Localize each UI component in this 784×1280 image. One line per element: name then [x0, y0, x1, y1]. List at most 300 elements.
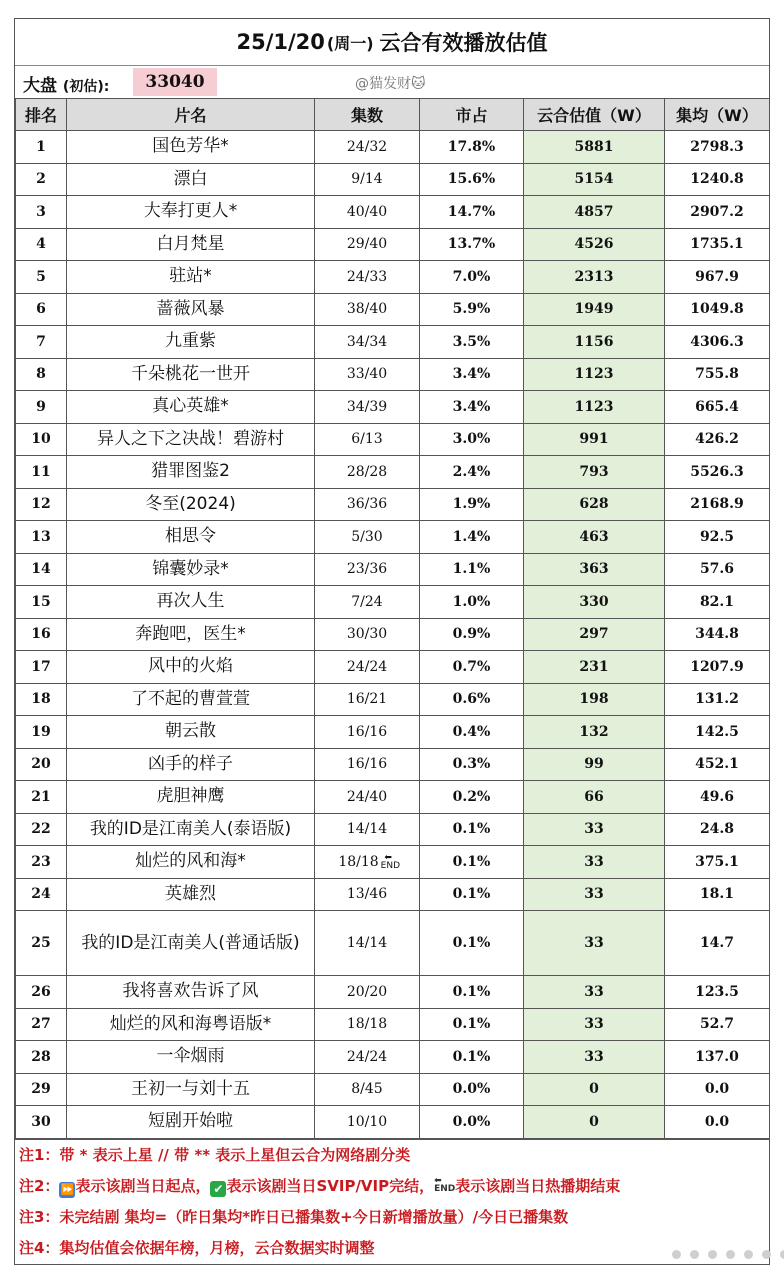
- cell-estimate: [524, 553, 665, 586]
- episodes-text: 24/33: [346, 268, 388, 285]
- cell-estimate: [524, 196, 665, 229]
- per-episode-text: 57.6: [699, 561, 735, 578]
- per-episode-text: 18.1: [699, 886, 735, 903]
- cell-episodes: [315, 1041, 420, 1074]
- cell-estimate: [524, 683, 665, 716]
- name-text: 真心英雄*: [152, 396, 229, 417]
- share-text: 0.1%: [452, 853, 491, 870]
- cell-rank: [16, 293, 67, 326]
- rank-text: 1: [36, 138, 46, 155]
- cell-episodes: [315, 748, 420, 781]
- estimate-text: 1949: [574, 301, 614, 318]
- cell-rank: [16, 326, 67, 359]
- watermark: @猫发财🐱: [355, 76, 426, 92]
- cell-rank: [16, 423, 67, 456]
- estimate-text: 5881: [574, 138, 614, 155]
- cell-per-episode: [665, 358, 770, 391]
- estimate-text: 66: [584, 788, 604, 805]
- cell-per-episode: [665, 586, 770, 619]
- cell-rank: [16, 456, 67, 489]
- episodes-text: 24/32: [346, 138, 388, 155]
- cell-estimate: [524, 651, 665, 684]
- table-header-row: [16, 99, 770, 131]
- dot: [780, 1250, 784, 1259]
- cell-rank: [16, 683, 67, 716]
- cell-per-episode: [665, 1073, 770, 1106]
- table-row: [16, 488, 770, 521]
- cell-estimate: [524, 521, 665, 554]
- cell-rank: [16, 358, 67, 391]
- cell-per-episode: [665, 391, 770, 424]
- per-episode-text: 82.1: [699, 593, 735, 610]
- per-episode-text: 2798.3: [690, 138, 744, 155]
- per-episode-text: 142.5: [695, 723, 739, 740]
- cell-per-episode: [665, 456, 770, 489]
- rank-text: 11: [31, 463, 51, 480]
- rank-text: 26: [31, 983, 51, 1000]
- rank-text: 24: [31, 886, 51, 903]
- cell-episodes: [315, 1073, 420, 1106]
- cell-episodes: [315, 1008, 420, 1041]
- per-episode-text: 1049.8: [690, 301, 744, 318]
- cell-share: [420, 846, 524, 879]
- ranking-table: [15, 98, 770, 1139]
- estimate-text: 132: [579, 723, 609, 740]
- cell-per-episode: [665, 553, 770, 586]
- cell-per-episode: [665, 196, 770, 229]
- cell-episodes: [315, 716, 420, 749]
- rank-text: 21: [31, 788, 51, 805]
- check-icon: ✔: [210, 1181, 226, 1197]
- rank-text: 29: [31, 1081, 51, 1098]
- cell-rank: [16, 651, 67, 684]
- cell-share: [420, 976, 524, 1009]
- share-text: 1.0%: [452, 593, 491, 610]
- cell-name: [67, 683, 315, 716]
- cell-per-episode: [665, 878, 770, 911]
- episodes-text: 16/16: [346, 756, 388, 773]
- per-episode-text: 92.5: [699, 528, 735, 545]
- name-text: 再次人生: [156, 591, 225, 612]
- header-per-episode: 集均（W）: [665, 99, 770, 131]
- cell-estimate: [524, 456, 665, 489]
- table-row: [16, 1106, 770, 1139]
- rank-text: 28: [31, 1048, 51, 1065]
- cell-per-episode: [665, 163, 770, 196]
- per-episode-text: 1207.9: [690, 658, 744, 675]
- cell-name: [67, 131, 315, 164]
- episodes-text: 23/36: [346, 561, 388, 578]
- cell-rank: [16, 878, 67, 911]
- episodes-text: 16/16: [346, 723, 388, 740]
- name-text: 国色芳华*: [152, 136, 229, 157]
- cell-episodes: [315, 878, 420, 911]
- header-share: 市占: [420, 99, 524, 131]
- cell-episodes: [315, 846, 420, 879]
- cell-rank: [16, 1041, 67, 1074]
- table-row: [16, 1073, 770, 1106]
- cell-name: [67, 228, 315, 261]
- cell-per-episode: [665, 423, 770, 456]
- cell-per-episode: [665, 846, 770, 879]
- table-row: [16, 781, 770, 814]
- name-text: 白月梵星: [156, 233, 225, 254]
- cell-episodes: [315, 196, 420, 229]
- cell-episodes: [315, 358, 420, 391]
- episodes-text: 34/39: [346, 398, 388, 415]
- cell-rank: [16, 1008, 67, 1041]
- rank-sheet: [14, 18, 770, 1265]
- per-episode-text: 1240.8: [690, 171, 744, 188]
- estimate-text: 1123: [574, 366, 614, 383]
- per-episode-text: 14.7: [699, 935, 735, 951]
- rank-text: 3: [36, 203, 46, 220]
- episodes-text: 7/24: [351, 593, 383, 610]
- table-row: [16, 748, 770, 781]
- table-row: [16, 911, 770, 976]
- rank-text: 27: [31, 1016, 51, 1033]
- cell-share: [420, 196, 524, 229]
- cell-estimate: [524, 716, 665, 749]
- cell-estimate: [524, 163, 665, 196]
- cell-share: [420, 878, 524, 911]
- name-text: 相思令: [165, 526, 216, 547]
- name-text: 驻站*: [169, 266, 212, 287]
- cell-estimate: [524, 618, 665, 651]
- share-text: 3.0%: [452, 431, 491, 448]
- cell-share: [420, 1106, 524, 1139]
- per-episode-text: 2907.2: [690, 203, 744, 220]
- fast-forward-icon: ⏩: [60, 1182, 75, 1196]
- cell-rank: [16, 813, 67, 846]
- share-text: 13.7%: [447, 236, 496, 253]
- cell-share: [420, 813, 524, 846]
- name-text: 我的ID是江南美人(普通话版): [81, 932, 300, 953]
- cell-episodes: [315, 261, 420, 294]
- per-episode-text: 0.0: [704, 1113, 730, 1130]
- cell-estimate: [524, 488, 665, 521]
- cell-per-episode: [665, 326, 770, 359]
- table-row: [16, 391, 770, 424]
- estimate-text: 33: [584, 1048, 604, 1065]
- estimate-text: 33: [584, 935, 604, 951]
- cell-name: [67, 846, 315, 879]
- cell-rank: [16, 391, 67, 424]
- name-text: 我将喜欢告诉了风: [122, 981, 259, 1002]
- estimate-text: 0: [589, 1081, 599, 1098]
- per-episode-text: 1735.1: [690, 236, 744, 253]
- estimate-text: 991: [579, 431, 609, 448]
- episodes-text: 29/40: [346, 236, 388, 253]
- header-rank: 排名: [16, 99, 67, 131]
- cell-rank: [16, 1106, 67, 1139]
- estimate-text: 4857: [574, 203, 614, 220]
- per-episode-text: 24.8: [699, 821, 735, 838]
- cell-episodes: [315, 163, 420, 196]
- cell-estimate: [524, 878, 665, 911]
- cell-episodes: [315, 586, 420, 619]
- cell-name: [67, 1073, 315, 1106]
- episodes-text: 34/34: [346, 333, 388, 350]
- cell-episodes: [315, 813, 420, 846]
- share-text: 1.1%: [452, 561, 491, 578]
- cell-estimate: [524, 1073, 665, 1106]
- episodes-text: 18/18: [338, 853, 379, 870]
- market-label-note: (初估):: [62, 79, 110, 95]
- cell-per-episode: [665, 1041, 770, 1074]
- cell-rank: [16, 846, 67, 879]
- estimate-text: 363: [579, 561, 609, 578]
- per-episode-text: 123.5: [695, 983, 739, 1000]
- name-text: 蔷薇风暴: [156, 298, 225, 319]
- title-weekday: (周一): [326, 33, 374, 53]
- cell-rank: [16, 618, 67, 651]
- rank-text: 7: [36, 333, 46, 350]
- cell-estimate: [524, 358, 665, 391]
- rank-text: 13: [31, 528, 51, 545]
- cell-name: [67, 813, 315, 846]
- cell-share: [420, 521, 524, 554]
- per-episode-text: 426.2: [695, 431, 739, 448]
- estimate-text: 33: [584, 821, 604, 838]
- cell-share: [420, 911, 524, 976]
- cell-episodes: [315, 293, 420, 326]
- cell-estimate: [524, 1106, 665, 1139]
- cell-estimate: [524, 846, 665, 879]
- cell-episodes: [315, 781, 420, 814]
- cell-episodes: [315, 976, 420, 1009]
- estimate-text: 231: [579, 658, 609, 675]
- market-label: [23, 71, 109, 96]
- episodes-text: 40/40: [346, 203, 388, 220]
- cell-episodes: [315, 651, 420, 684]
- name-text: 短剧开始啦: [148, 1111, 233, 1132]
- cell-estimate: [524, 1008, 665, 1041]
- cell-per-episode: [665, 781, 770, 814]
- note-2-prefix: 注2：: [19, 1176, 60, 1195]
- episodes-text: 5/30: [351, 528, 383, 545]
- rank-text: 15: [31, 593, 51, 610]
- table-row: [16, 1041, 770, 1074]
- cell-per-episode: [665, 488, 770, 521]
- cell-per-episode: [665, 911, 770, 976]
- episodes-text: 9/14: [351, 171, 383, 188]
- cell-name: [67, 358, 315, 391]
- per-episode-text: 375.1: [695, 853, 739, 870]
- table-row: [16, 651, 770, 684]
- name-text: 凶手的样子: [148, 753, 233, 774]
- rank-text: 16: [31, 626, 51, 643]
- rank-text: 19: [31, 723, 51, 740]
- rank-text: 30: [31, 1113, 51, 1130]
- name-text: 大奉打更人*: [143, 201, 238, 222]
- cell-per-episode: [665, 293, 770, 326]
- dot: [708, 1250, 717, 1259]
- name-text: 异人之下之决战！碧游村: [97, 428, 284, 449]
- name-text: 漂白: [173, 168, 208, 189]
- cell-name: [67, 456, 315, 489]
- share-text: 7.0%: [452, 268, 491, 285]
- cell-name: [67, 391, 315, 424]
- end-arrow-icon: ⬅ END: [434, 1175, 456, 1194]
- estimate-text: 33: [584, 983, 604, 1000]
- cell-share: [420, 748, 524, 781]
- table-row: [16, 683, 770, 716]
- share-text: 0.0%: [452, 1113, 491, 1130]
- cell-episodes: [315, 391, 420, 424]
- per-episode-text: 0.0: [704, 1081, 730, 1098]
- cell-estimate: [524, 228, 665, 261]
- rank-text: 25: [31, 935, 51, 951]
- name-text: 了不起的曹萱萱: [131, 688, 250, 709]
- share-text: 0.2%: [452, 788, 491, 805]
- episodes-text: 33/40: [346, 366, 388, 383]
- name-text: 九重紫: [165, 331, 216, 352]
- cell-episodes: [315, 1106, 420, 1139]
- share-text: 0.0%: [452, 1081, 491, 1098]
- estimate-text: 793: [579, 463, 609, 480]
- share-text: 0.9%: [452, 626, 491, 643]
- cell-share: [420, 261, 524, 294]
- estimate-text: 297: [579, 626, 609, 643]
- cell-share: [420, 716, 524, 749]
- page-title: [15, 19, 769, 65]
- dot: [744, 1250, 753, 1259]
- cell-episodes: [315, 488, 420, 521]
- per-episode-text: 5526.3: [690, 463, 744, 480]
- cell-share: [420, 553, 524, 586]
- rank-text: 17: [31, 658, 51, 675]
- name-text: 千朵桃花一世开: [131, 363, 250, 384]
- share-text: 3.4%: [452, 398, 491, 415]
- cell-rank: [16, 781, 67, 814]
- cell-estimate: [524, 131, 665, 164]
- rank-text: 6: [36, 301, 46, 318]
- per-episode-text: 344.8: [695, 626, 739, 643]
- cell-name: [67, 423, 315, 456]
- name-text: 虎胆神鹰: [156, 786, 225, 807]
- cell-share: [420, 423, 524, 456]
- dot: [726, 1250, 735, 1259]
- cell-episodes: [315, 423, 420, 456]
- header-estimate: 云合估值（W）: [524, 99, 665, 131]
- per-episode-text: 4306.3: [690, 333, 744, 350]
- share-text: 0.1%: [452, 886, 491, 903]
- cell-share: [420, 293, 524, 326]
- share-text: 3.4%: [452, 366, 491, 383]
- dot: [672, 1250, 681, 1259]
- cell-share: [420, 781, 524, 814]
- cell-estimate: [524, 391, 665, 424]
- cell-share: [420, 1041, 524, 1074]
- cell-name: [67, 196, 315, 229]
- per-episode-text: 665.4: [695, 398, 739, 415]
- table-row: [16, 521, 770, 554]
- note-4: 注4：集均估值会依据年榜，月榜，云合数据实时调整: [19, 1238, 375, 1257]
- per-episode-text: 49.6: [699, 788, 735, 805]
- cell-name: [67, 586, 315, 619]
- share-text: 0.3%: [452, 756, 491, 773]
- cell-episodes: [315, 326, 420, 359]
- name-text: 风中的火焰: [148, 656, 233, 677]
- cell-rank: [16, 1073, 67, 1106]
- share-text: 0.1%: [452, 821, 491, 838]
- cell-per-episode: [665, 683, 770, 716]
- estimate-text: 330: [579, 593, 609, 610]
- cell-rank: [16, 716, 67, 749]
- cell-share: [420, 228, 524, 261]
- cell-share: [420, 163, 524, 196]
- per-episode-text: 131.2: [695, 691, 739, 708]
- cell-name: [67, 651, 315, 684]
- market-row: [15, 65, 769, 98]
- cell-estimate: [524, 326, 665, 359]
- table-row: [16, 846, 770, 879]
- estimate-text: 463: [579, 528, 609, 545]
- share-text: 0.1%: [452, 935, 491, 951]
- cell-rank: [16, 196, 67, 229]
- table-row: [16, 423, 770, 456]
- name-text: 冬至(2024): [145, 493, 236, 514]
- table-row: [16, 196, 770, 229]
- cell-rank: [16, 748, 67, 781]
- estimate-text: 33: [584, 1016, 604, 1033]
- cell-share: [420, 358, 524, 391]
- episodes-text: 20/20: [346, 983, 388, 1000]
- name-text: 朝云散: [165, 721, 216, 742]
- cell-episodes: [315, 228, 420, 261]
- name-text: 灿烂的风和海*: [135, 851, 246, 872]
- share-text: 0.7%: [452, 658, 491, 675]
- name-text: 我的ID是江南美人(泰语版): [89, 818, 292, 839]
- cell-rank: [16, 553, 67, 586]
- cell-estimate: [524, 423, 665, 456]
- table-row: [16, 326, 770, 359]
- cell-name: [67, 911, 315, 976]
- table-row: [16, 131, 770, 164]
- cell-per-episode: [665, 651, 770, 684]
- cell-per-episode: [665, 228, 770, 261]
- note-3: 注3：未完结剧 集均=（昨日集均*昨日已播集数+今日新增播放量）/今日已播集数: [19, 1207, 569, 1226]
- cell-per-episode: [665, 618, 770, 651]
- cell-share: [420, 651, 524, 684]
- cell-estimate: [524, 976, 665, 1009]
- episodes-text: 24/24: [346, 658, 388, 675]
- cell-estimate: [524, 911, 665, 976]
- episodes-text: 14/14: [346, 821, 388, 838]
- name-text: 英雄烈: [165, 883, 216, 904]
- share-text: 2.4%: [452, 463, 491, 480]
- cell-name: [67, 488, 315, 521]
- cell-name: [67, 976, 315, 1009]
- header-episodes: 集数: [315, 99, 420, 131]
- note-2-c: 表示该剧当日热播期结束: [455, 1176, 621, 1195]
- cell-name: [67, 326, 315, 359]
- cell-name: [67, 1008, 315, 1041]
- rank-text: 10: [31, 431, 51, 448]
- table-row: [16, 293, 770, 326]
- rank-text: 18: [31, 691, 51, 708]
- cell-name: [67, 261, 315, 294]
- note-2-a: 表示该剧当日起点，: [75, 1176, 211, 1195]
- note-2: [19, 1171, 769, 1202]
- estimate-text: 99: [584, 756, 604, 773]
- share-text: 3.5%: [452, 333, 491, 350]
- cell-name: [67, 1106, 315, 1139]
- rank-text: 22: [31, 821, 51, 838]
- episodes-text: 6/13: [351, 431, 383, 448]
- estimate-text: 4526: [574, 236, 614, 253]
